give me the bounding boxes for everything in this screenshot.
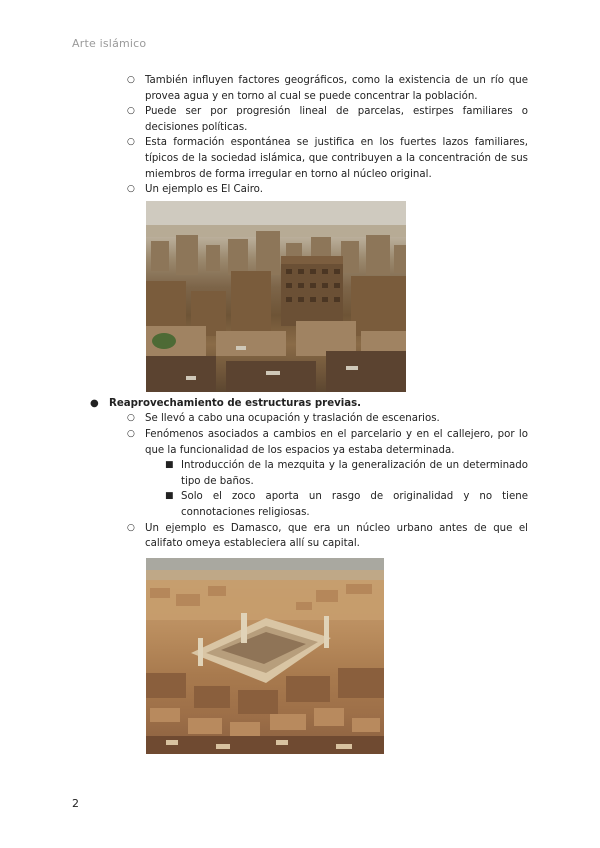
cairo-photo: [146, 201, 406, 392]
list-item: [72, 427, 528, 458]
list-item-text: Esta formación espontánea se justifica en los fuertes lazos familiares, típicos de la sociedad islámica, que contribuyen a la concentración de sus miembros de forma irregular en torno al núcleo original.: [145, 137, 528, 180]
disc-bullet-icon: ●: [90, 397, 99, 409]
list-item: [72, 73, 528, 104]
list-item: [72, 182, 528, 198]
sub-list-damascus: [72, 521, 528, 552]
list-item: [72, 135, 528, 182]
circle-bullet-icon: ○: [127, 75, 135, 85]
list-item-text: Introducción de la mezquita y la generalización de un determinado tipo de baños.: [181, 460, 528, 487]
list-item-text: Un ejemplo es El Cairo.: [145, 184, 263, 196]
section-heading: Reaprovechamiento de estructuras previas.: [109, 397, 362, 409]
circle-bullet-icon: ○: [127, 522, 135, 533]
circle-bullet-icon: ○: [127, 106, 135, 117]
damascus-aerial-illustration: [146, 558, 384, 754]
list-item-text: Se llevó a cabo una ocupación y traslación de escenarios.: [145, 413, 440, 425]
list-item-text: Solo el zoco aporta un rasgo de originalidad y no tiene connotaciones religiosas.: [181, 491, 528, 518]
list-item-text: Fenómenos asociados a cambios en el parcelario y en el callejero, por lo que la funcionalidad de los espacios ya estaba determinada.: [145, 428, 528, 456]
circle-bullet-icon: ○: [127, 137, 135, 148]
list-item: [72, 489, 528, 520]
sub-list-cities: [72, 73, 528, 198]
list-item: [72, 521, 528, 552]
list-item: [72, 396, 528, 412]
list-item-text: Un ejemplo es Damasco, que era un núcleo urbano antes de que el califato omeya estableciera allí su capital.: [145, 522, 528, 550]
sub-list-structures: [72, 411, 528, 458]
circle-bullet-icon: ○: [127, 184, 135, 195]
list-item-text: Puede ser por progresión lineal de parcelas, estirpes familiares o decisiones políticas.: [145, 106, 528, 133]
list-item: [72, 104, 528, 135]
page-content: [72, 73, 528, 754]
main-list: [72, 396, 528, 412]
list-item-text: También influyen factores geográficos, como la existencia de un río que provea agua y en torno al cual se puede concentrar la población.: [145, 75, 528, 102]
square-bullet-icon: ■: [165, 491, 174, 502]
list-item: [72, 458, 528, 489]
circle-bullet-icon: ○: [127, 428, 135, 439]
damascus-photo: [146, 558, 384, 754]
page-header: Arte islámico: [72, 37, 147, 50]
list-item: [72, 411, 528, 427]
page-number: 2: [72, 797, 79, 810]
circle-bullet-icon: ○: [127, 413, 135, 424]
cairo-cityscape-illustration: [146, 201, 406, 392]
square-bullet-icon: ■: [165, 460, 174, 471]
sub-sub-list: [72, 458, 528, 520]
